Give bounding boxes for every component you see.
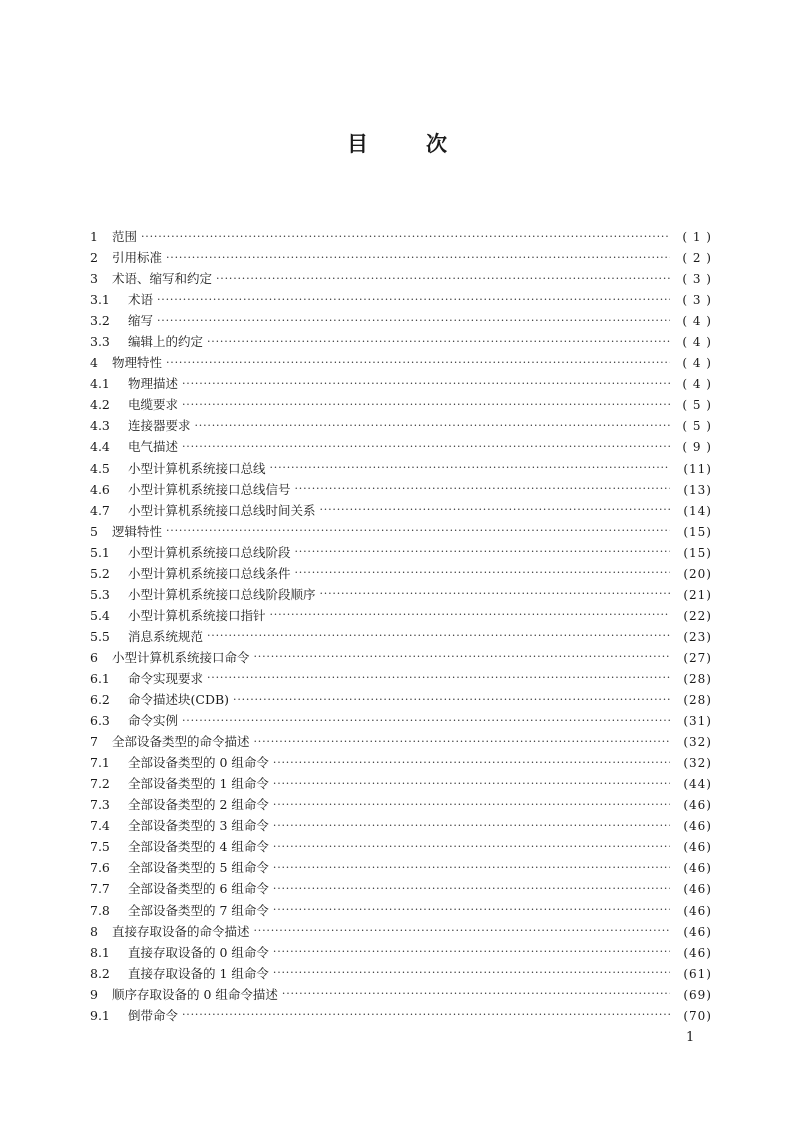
dot-leader <box>254 923 670 936</box>
toc-entry-label: 全部设备类型的命令描述 <box>112 734 250 750</box>
dot-leader <box>182 439 670 452</box>
dot-leader <box>157 313 670 326</box>
toc-entry-label: 直接存取设备的 1 组命令 <box>128 965 269 981</box>
dot-leader <box>270 607 670 620</box>
dot-leader <box>273 818 670 831</box>
toc-entry-number: 8.1 <box>90 944 110 960</box>
toc-entry-page: ( 5 ) <box>682 398 712 413</box>
toc-entry[interactable] <box>90 626 712 647</box>
toc-entry-label: 全部设备类型的 7 组命令 <box>128 902 269 918</box>
dot-leader <box>207 670 670 683</box>
toc-entry-number: 2 <box>90 250 98 266</box>
dot-leader <box>254 649 670 662</box>
toc-entry[interactable] <box>90 900 712 921</box>
toc-entry[interactable] <box>90 963 712 984</box>
toc-entry-page: ( 4 ) <box>682 335 712 350</box>
toc-entry-number: 7.2 <box>90 776 110 792</box>
dot-leader <box>157 292 670 305</box>
dot-leader <box>254 734 670 747</box>
toc-entry-number: 3.1 <box>90 292 110 308</box>
toc-entry-page: (21) <box>683 587 712 602</box>
toc-entry-page: ( 4 ) <box>682 356 712 371</box>
toc-entry-label: 小型计算机系统接口总线条件 <box>128 565 291 581</box>
toc-entry[interactable] <box>90 436 712 457</box>
toc-entry-label: 逻辑特性 <box>112 523 163 539</box>
toc-entry[interactable] <box>90 668 712 689</box>
toc-entry-page: (31) <box>683 714 712 729</box>
toc-entry-label: 编辑上的约定 <box>128 334 204 350</box>
toc-entry-number: 3 <box>90 271 98 287</box>
dot-leader <box>295 544 670 557</box>
dot-leader <box>182 397 670 410</box>
toc-entry-page: ( 9 ) <box>682 440 712 455</box>
toc-entry-label: 小型计算机系统接口总线时间关系 <box>128 502 316 518</box>
toc-entry-page: (15) <box>683 545 712 560</box>
toc-entry-label: 物理描述 <box>128 376 179 392</box>
dot-leader <box>270 460 670 473</box>
toc-entry-label: 命令描述块(CDB) <box>128 692 230 708</box>
toc-entry-page: ( 4 ) <box>682 377 712 392</box>
toc-entry-label: 全部设备类型的 6 组命令 <box>128 881 269 897</box>
toc-entry-page: (46) <box>683 924 712 939</box>
toc-entry-label: 连接器要求 <box>128 418 191 434</box>
toc-entry-number: 4.6 <box>90 481 110 497</box>
toc-entry-page: (32) <box>683 756 712 771</box>
toc-entry-label: 全部设备类型的 1 组命令 <box>128 776 269 792</box>
toc-entry-label: 物理特性 <box>112 355 163 371</box>
toc-entry-page: (22) <box>683 608 712 623</box>
toc-entry[interactable] <box>90 942 712 963</box>
toc-entry-label: 顺序存取设备的 0 组命令描述 <box>112 986 278 1002</box>
toc-entry-page: (46) <box>683 903 712 918</box>
toc-entry[interactable] <box>90 815 712 836</box>
dot-leader <box>273 797 670 810</box>
toc-entry[interactable] <box>90 289 712 310</box>
toc-entry-number: 7.4 <box>90 818 110 834</box>
dot-leader <box>166 355 670 368</box>
toc-entry-number: 7.5 <box>90 839 110 855</box>
toc-entry-number: 4.2 <box>90 397 110 413</box>
toc-entry-page: (15) <box>683 524 712 539</box>
toc-entry-page: (14) <box>683 503 712 518</box>
dot-leader <box>273 965 670 978</box>
page-title <box>0 128 794 158</box>
toc-entry[interactable] <box>90 310 712 331</box>
toc-entry-page: ( 4 ) <box>682 314 712 329</box>
dot-leader <box>216 271 670 284</box>
dot-leader <box>141 229 670 242</box>
toc-entry-page: (28) <box>683 693 712 708</box>
toc-entry-label: 直接存取设备的 0 组命令 <box>128 944 269 960</box>
toc-entry[interactable] <box>90 458 712 479</box>
toc-entry-page: ( 5 ) <box>682 419 712 434</box>
toc-entry-label: 全部设备类型的 5 组命令 <box>128 860 269 876</box>
toc-entry-label: 小型计算机系统接口命令 <box>112 649 250 665</box>
toc-entry[interactable] <box>90 605 712 626</box>
toc-entry-number: 5 <box>90 523 98 539</box>
toc-entry-label: 全部设备类型的 3 组命令 <box>128 818 269 834</box>
dot-leader <box>273 755 670 768</box>
toc-entry-page: (46) <box>683 861 712 876</box>
toc-entry-number: 5.3 <box>90 586 110 602</box>
toc-entry[interactable] <box>90 479 712 500</box>
toc-entry-number: 4 <box>90 355 98 371</box>
dot-leader <box>166 523 670 536</box>
toc-entry-number: 8 <box>90 923 98 939</box>
toc-entry-number: 6.1 <box>90 670 110 686</box>
toc-entry-number: 1 <box>90 229 98 244</box>
toc-entry-number: 4.7 <box>90 502 110 518</box>
toc-entry-label: 术语 <box>128 292 154 308</box>
title-char-2: 次 <box>426 132 447 156</box>
dot-leader <box>166 250 670 263</box>
toc-entry-page: (69) <box>683 987 712 1002</box>
toc-entry[interactable] <box>90 921 712 942</box>
toc-entry-number: 6.2 <box>90 692 110 708</box>
toc-entry[interactable] <box>90 1005 712 1026</box>
toc-entry-label: 引用标准 <box>112 250 163 266</box>
toc-entry[interactable] <box>90 773 712 794</box>
toc-entry[interactable] <box>90 647 712 668</box>
toc-entry-label: 术语、缩写和约定 <box>112 271 213 287</box>
toc-entry-number: 9.1 <box>90 1007 110 1023</box>
dot-leader <box>182 376 670 389</box>
dot-leader <box>182 713 670 726</box>
dot-leader <box>295 481 670 494</box>
toc-entry[interactable] <box>90 331 712 352</box>
dot-leader <box>320 502 670 515</box>
toc-entry-number: 5.5 <box>90 628 110 644</box>
dot-leader <box>273 860 670 873</box>
toc-entry-number: 8.2 <box>90 965 110 981</box>
toc-entry[interactable] <box>90 394 712 415</box>
toc-entry-page: (27) <box>683 650 712 665</box>
toc-entry-label: 直接存取设备的命令描述 <box>112 923 250 939</box>
toc-entry-page: (20) <box>683 566 712 581</box>
toc-entry-number: 5.2 <box>90 565 110 581</box>
toc-entry-number: 5.4 <box>90 607 110 623</box>
toc-entry-page: ( 2 ) <box>682 251 712 266</box>
toc-entry-label: 消息系统规范 <box>128 628 204 644</box>
toc-entry-number: 6.3 <box>90 713 110 729</box>
page-number: 1 <box>686 1030 695 1045</box>
toc-entry[interactable] <box>90 563 712 584</box>
toc-entry-label: 小型计算机系统接口指针 <box>128 607 266 623</box>
toc-entry-label: 命令实现要求 <box>128 670 204 686</box>
toc-entry[interactable] <box>90 373 712 394</box>
toc-entry[interactable] <box>90 584 712 605</box>
toc-entry-number: 7.1 <box>90 755 110 771</box>
toc-entry-label: 小型计算机系统接口总线阶段顺序 <box>128 586 316 602</box>
table-of-contents <box>90 226 712 1026</box>
dot-leader <box>195 418 670 431</box>
toc-entry[interactable] <box>90 415 712 436</box>
toc-entry-page: (28) <box>683 671 712 686</box>
toc-entry[interactable] <box>90 247 712 268</box>
toc-entry-label: 范围 <box>112 229 138 244</box>
toc-entry[interactable] <box>90 794 712 815</box>
toc-entry[interactable] <box>90 542 712 563</box>
toc-entry-number: 9 <box>90 986 98 1002</box>
toc-entry-page: (11) <box>683 461 712 476</box>
toc-entry-number: 7 <box>90 734 98 750</box>
toc-entry-label: 全部设备类型的 4 组命令 <box>128 839 269 855</box>
toc-entry-number: 7.3 <box>90 797 110 813</box>
dot-leader <box>273 839 670 852</box>
toc-entry-number: 3.2 <box>90 313 110 329</box>
dot-leader <box>273 902 670 915</box>
toc-entry-label: 命令实例 <box>128 713 179 729</box>
toc-entry-page: (23) <box>683 629 712 644</box>
dot-leader <box>320 586 670 599</box>
toc-entry-page: ( 3 ) <box>682 272 712 287</box>
toc-entry[interactable] <box>90 752 712 773</box>
toc-entry-number: 4.3 <box>90 418 110 434</box>
dot-leader <box>273 944 670 957</box>
dot-leader <box>282 986 670 999</box>
toc-entry[interactable] <box>90 878 712 899</box>
toc-entry[interactable] <box>90 984 712 1005</box>
toc-entry-number: 4.5 <box>90 460 110 476</box>
dot-leader <box>295 565 670 578</box>
dot-leader <box>182 1007 670 1020</box>
toc-entry-page: ( 3 ) <box>682 293 712 308</box>
toc-entry[interactable] <box>90 268 712 289</box>
dot-leader <box>233 692 670 705</box>
toc-entry-number: 7.7 <box>90 881 110 897</box>
toc-entry-page: (70) <box>683 1008 712 1023</box>
toc-entry-number: 5.1 <box>90 544 110 560</box>
dot-leader <box>207 334 670 347</box>
toc-entry-page: (46) <box>683 798 712 813</box>
toc-entry-label: 全部设备类型的 0 组命令 <box>128 755 269 771</box>
toc-entry-number: 3.3 <box>90 334 110 350</box>
toc-entry-number: 4.1 <box>90 376 110 392</box>
toc-entry[interactable] <box>90 836 712 857</box>
dot-leader <box>273 881 670 894</box>
toc-entry-label: 全部设备类型的 2 组命令 <box>128 797 269 813</box>
toc-entry-page: (32) <box>683 735 712 750</box>
toc-entry-page: (46) <box>683 945 712 960</box>
toc-entry-number: 4.4 <box>90 439 110 455</box>
dot-leader <box>273 776 670 789</box>
toc-entry-page: (44) <box>683 777 712 792</box>
toc-entry-label: 倒带命令 <box>128 1007 179 1023</box>
toc-entry-number: 7.6 <box>90 860 110 876</box>
title-char-1: 目 <box>347 132 368 156</box>
toc-entry-number: 7.8 <box>90 902 110 918</box>
toc-entry-page: (46) <box>683 819 712 834</box>
toc-entry-label: 电气描述 <box>128 439 179 455</box>
toc-entry[interactable] <box>90 352 712 373</box>
toc-entry-page: (13) <box>683 482 712 497</box>
toc-entry-page: (46) <box>683 882 712 897</box>
toc-entry-label: 缩写 <box>128 313 154 329</box>
toc-entry-page: (61) <box>683 966 712 981</box>
toc-entry-page: (46) <box>683 840 712 855</box>
toc-entry[interactable] <box>90 857 712 878</box>
toc-entry-label: 电缆要求 <box>128 397 179 413</box>
toc-entry[interactable] <box>90 689 712 710</box>
toc-entry[interactable] <box>90 710 712 731</box>
toc-entry[interactable] <box>90 731 712 752</box>
toc-entry-label: 小型计算机系统接口总线信号 <box>128 481 291 497</box>
toc-entry-number: 6 <box>90 649 98 665</box>
toc-entry[interactable] <box>90 226 712 247</box>
toc-entry[interactable] <box>90 521 712 542</box>
toc-entry-label: 小型计算机系统接口总线 <box>128 460 266 476</box>
toc-entry[interactable] <box>90 500 712 521</box>
toc-entry-label: 小型计算机系统接口总线阶段 <box>128 544 291 560</box>
dot-leader <box>207 628 670 641</box>
toc-entry-page: ( 1 ) <box>682 230 712 244</box>
